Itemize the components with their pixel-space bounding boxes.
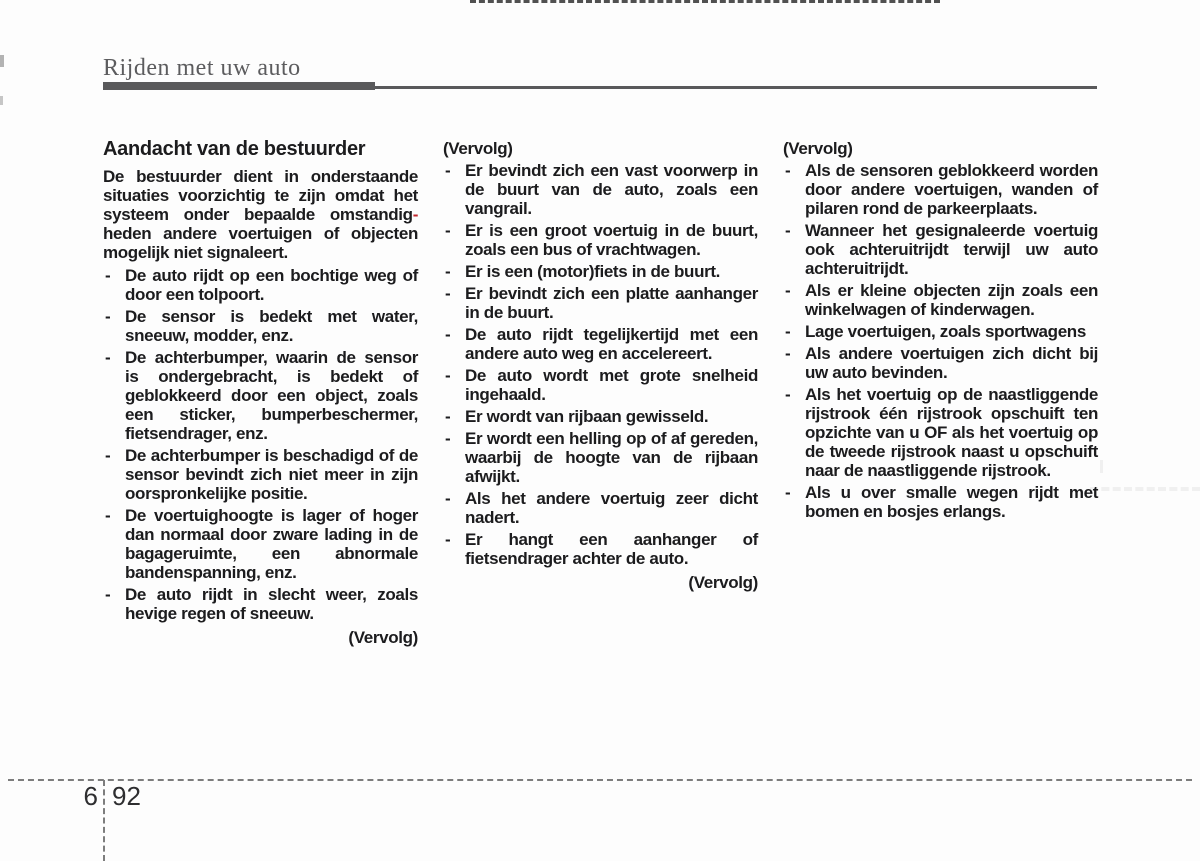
list-item-text: Er is een groot voertuig in de buurt, zoals een bus of vrachtwagen. bbox=[465, 221, 758, 259]
content-columns bbox=[103, 139, 1098, 647]
list-item bbox=[783, 281, 1098, 319]
continuation-label: (Vervolg) bbox=[688, 573, 758, 592]
list-item bbox=[103, 506, 418, 582]
list-item-text: De auto wordt met grote snelheid ingehaald. bbox=[465, 366, 758, 404]
list-item bbox=[783, 161, 1098, 218]
list-item bbox=[783, 483, 1098, 521]
column-3 bbox=[783, 139, 1098, 647]
continuation-label: (Vervolg) bbox=[348, 628, 418, 647]
dash-marker: - bbox=[785, 483, 791, 502]
list-item-text: Er hangt een aanhanger of fietsendrager achter de auto. bbox=[465, 530, 758, 568]
dash-marker: - bbox=[445, 366, 451, 385]
list-item-text: Als het voertuig op de naastliggende rijstrook één rijstrook opschuift ten opzichte van u OF als het voertuig op de tweede rijstrook naast u opschuift naar de naastliggende rijstrook. bbox=[805, 385, 1098, 480]
dash-marker: - bbox=[445, 429, 451, 448]
list-item-text: Er wordt van rijbaan gewisseld. bbox=[465, 407, 709, 426]
list-item-text: Er wordt een helling op of af gereden, waarbij de hoogte van de rijbaan afwijkt. bbox=[465, 429, 758, 486]
continuation-heading: (Vervolg) bbox=[783, 139, 853, 158]
list-item-text: Lage voertuigen, zoals sportwagens bbox=[805, 322, 1086, 341]
left-edge-scan-mark bbox=[0, 96, 3, 105]
list-item bbox=[103, 307, 418, 345]
list-item bbox=[103, 585, 418, 623]
dash-marker: - bbox=[105, 506, 111, 525]
bullet-list bbox=[443, 161, 758, 568]
dash-marker: - bbox=[445, 489, 451, 508]
dash-marker: - bbox=[105, 446, 111, 465]
list-item-text: Als u over smalle wegen rijdt met bomen en bosjes erlangs. bbox=[805, 483, 1098, 521]
continuation-heading: (Vervolg) bbox=[443, 139, 513, 158]
dash-marker: - bbox=[785, 221, 791, 240]
list-item-text: Er bevindt zich een platte aanhanger in de buurt. bbox=[465, 284, 758, 322]
list-item-text: Als er kleine objecten zijn zoals een winkelwagen of kinderwagen. bbox=[805, 281, 1098, 319]
list-item-text: Als het andere voertuig zeer dicht nadert. bbox=[465, 489, 758, 527]
right-edge-faint-dashes bbox=[1090, 487, 1200, 491]
list-item-text: De voertuighoogte is lager of hoger dan normaal door zware lading in de bagageruimte, een abnormale bandenspanning, enz. bbox=[125, 506, 418, 582]
footer-dashed-rule bbox=[8, 779, 1192, 781]
list-item-text: Er is een (motor)fiets in de buurt. bbox=[465, 262, 721, 281]
intro-text-before: De bestuurder dient in onderstaande situaties voorzichtig te zijn omdat het systeem onder bepaalde omstandig bbox=[103, 167, 418, 224]
top-crop-dashed-line bbox=[470, 0, 940, 3]
list-item bbox=[103, 266, 418, 304]
list-item bbox=[443, 429, 758, 486]
bullet-list bbox=[783, 161, 1098, 521]
dash-marker: - bbox=[445, 161, 451, 180]
dash-marker: - bbox=[105, 348, 111, 367]
dash-marker: - bbox=[445, 407, 451, 426]
right-edge-faint-mark bbox=[1100, 460, 1103, 473]
list-item bbox=[103, 446, 418, 503]
footer-vertical-dashed-rule bbox=[103, 780, 105, 861]
list-item-text: De auto rijdt tegelijkertijd met een andere auto weg en accelereert. bbox=[465, 325, 758, 363]
intro-paragraph bbox=[103, 167, 418, 262]
dash-marker: - bbox=[785, 161, 791, 180]
list-item bbox=[443, 221, 758, 259]
list-item-text: De sensor is bedekt met water, sneeuw, modder, enz. bbox=[125, 307, 418, 345]
list-item-text: De auto rijdt in slecht weer, zoals hevige regen of sneeuw. bbox=[125, 585, 418, 623]
chapter-title: Rijden met uw auto bbox=[103, 55, 301, 81]
dash-marker: - bbox=[105, 307, 111, 326]
list-item-text: Als de sensoren geblokkeerd worden door andere voertuigen, wanden of pilaren rond de parkeerplaats. bbox=[805, 161, 1098, 218]
list-item bbox=[443, 325, 758, 363]
dash-marker: - bbox=[445, 262, 451, 281]
intro-text-after: heden andere voertuigen of objecten mogelijk niet signaleert. bbox=[103, 224, 418, 262]
dash-marker: - bbox=[445, 325, 451, 344]
list-item bbox=[783, 344, 1098, 382]
list-item-text: Als andere voertuigen zich dicht bij uw auto bevinden. bbox=[805, 344, 1098, 382]
dash-marker: - bbox=[445, 221, 451, 240]
list-item bbox=[443, 284, 758, 322]
list-item bbox=[443, 161, 758, 218]
dash-marker: - bbox=[445, 530, 451, 549]
list-item bbox=[443, 262, 758, 281]
red-hyphen: - bbox=[412, 205, 418, 224]
list-item-text: Wanneer het gesignaleerde voertuig ook achteruitrijdt terwijl uw auto achteruitrijdt. bbox=[805, 221, 1098, 278]
dash-marker: - bbox=[785, 385, 791, 404]
header-rule-thin bbox=[375, 86, 1097, 89]
list-item bbox=[783, 322, 1098, 341]
chapter-number: 6 bbox=[83, 781, 98, 811]
left-edge-scan-mark bbox=[0, 55, 4, 67]
section-heading: Aandacht van de bestuurder bbox=[103, 138, 366, 160]
column-2 bbox=[443, 139, 758, 647]
column-1 bbox=[103, 139, 418, 647]
list-item-text: De achterbumper is beschadigd of de sensor bevindt zich niet meer in zijn oorspronkelijke positie. bbox=[125, 446, 418, 503]
list-item-text: De auto rijdt op een bochtige weg of door een tolpoort. bbox=[125, 266, 418, 304]
dash-marker: - bbox=[785, 281, 791, 300]
list-item bbox=[783, 385, 1098, 480]
list-item bbox=[443, 366, 758, 404]
list-item bbox=[443, 489, 758, 527]
bullet-list bbox=[103, 266, 418, 623]
dash-marker: - bbox=[785, 344, 791, 363]
list-item bbox=[443, 407, 758, 426]
list-item bbox=[103, 348, 418, 443]
header-rule-thick bbox=[103, 82, 375, 90]
page-number: 92 bbox=[112, 781, 141, 811]
list-item-text: De achterbumper, waarin de sensor is ondergebracht, is bedekt of geblokkeerd door een object, zoals een sticker, bumperbeschermer, fietsendrager, enz. bbox=[125, 348, 418, 443]
list-item-text: Er bevindt zich een vast voorwerp in de buurt van de auto, zoals een vangrail. bbox=[465, 161, 758, 218]
list-item bbox=[443, 530, 758, 568]
dash-marker: - bbox=[445, 284, 451, 303]
list-item bbox=[783, 221, 1098, 278]
dash-marker: - bbox=[105, 585, 111, 604]
dash-marker: - bbox=[105, 266, 111, 285]
dash-marker: - bbox=[785, 322, 791, 341]
